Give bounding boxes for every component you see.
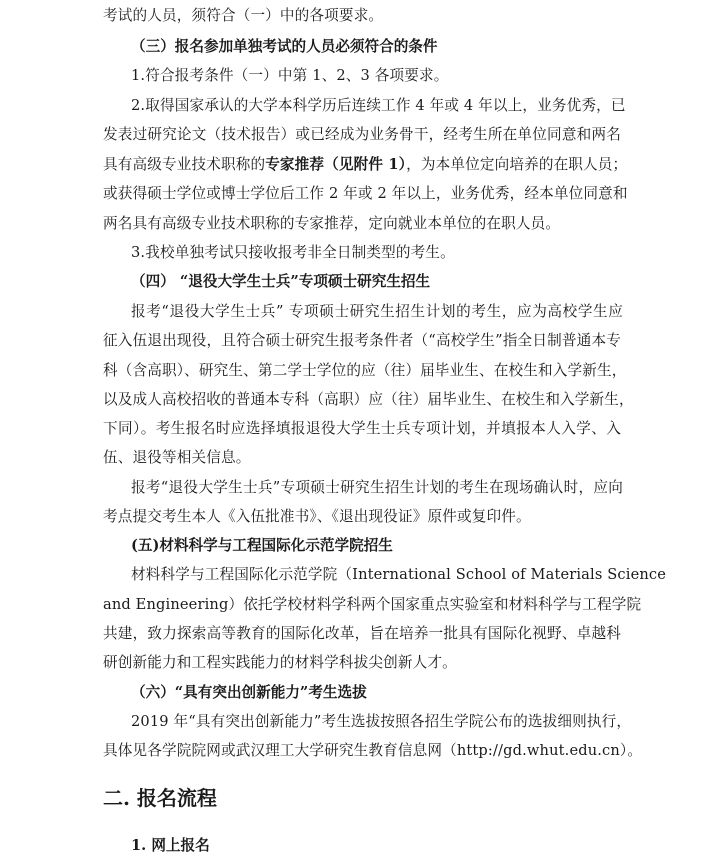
section-3-heading: （三）报名参加单独考试的人员必须符合的条件 [131, 38, 438, 55]
chapter-2-heading: 二. 报名流程 [103, 786, 217, 810]
section-4-para-1-line-3: 科（含高职）、研究生、第二学士学位的应（往）届毕业生、在校生和入学新生， [103, 362, 627, 379]
section-3-item-2-line-1: 2.取得国家承认的大学本科学历后连续工作 4 年或 4 年以上，业务优秀，已 [131, 97, 626, 114]
section-5-para-line-2: and Engineering）依托学校材料学科两个国家重点实验室和材料科学与工程学院 [103, 596, 642, 613]
online-registration-subheading: 1. 网上报名 [131, 837, 210, 854]
section-5-heading: (五)材料科学与工程国际化示范学院招生 [131, 537, 393, 554]
section-4-para-1-line-6: 伍、退役等相关信息。 [103, 449, 251, 466]
expert-recommendation-emphasis: 专家推荐（见附件 1） [265, 156, 407, 173]
section-3-item-2-line-4: 或获得硕士学位或博士学位后工作 2 年或 2 年以上，业务优秀，经本单位同意和 [103, 185, 628, 202]
section-3-item-2-line-2: 发表过研究论文（技术报告）或已经成为业务骨干，经考生所在单位同意和两名 [103, 126, 621, 143]
intro-tail-text: 考试的人员，须符合（一）中的各项要求。 [103, 7, 384, 24]
section-4-para-2-line-2: 考点提交考生本人《入伍批准书》、《退出现役证》原件或复印件。 [103, 508, 531, 525]
section-5-para-line-1: 材料科学与工程国际化示范学院（International School of Materials Science [131, 566, 667, 583]
section-6-para-line-1: 2019 年“具有突出创新能力”考生选拔按照各招生学院公布的选拔细则执行， [131, 713, 632, 730]
section-3-item-2-line-3-end: ，为本单位定向培养的在职人员； [406, 156, 628, 173]
section-4-para-1-line-4: 以及成人高校招收的普通本专科（高职）应（往）届毕业生、在校生和入学新生， [103, 391, 634, 408]
section-6-para-line-2: 具体见各学院院网或武汉理工大学研究生教育信息网（http://gd.whut.edu.cn）。 [103, 742, 643, 759]
section-4-heading: （四） “退役大学生士兵”专项硕士研究生招生 [131, 273, 431, 290]
section-4-para-1-line-5: 下同）。考生报名时应选择填报退役大学生士兵专项计划，并填报本人入学、入 [103, 420, 621, 437]
section-3-item-2-line-5: 两名具有高级专业技术职称的专家推荐，定向就业本单位的在职人员。 [103, 215, 561, 232]
section-3-item-2-line-3-start: 具有高级专业技术职称的 [103, 156, 266, 173]
section-4-para-2-line-1: 报考“退役大学生士兵”专项硕士研究生招生计划的考生在现场确认时，应向 [131, 479, 623, 496]
section-3-item-1: 1.符合报考条件（一）中第 1、2、3 各项要求。 [131, 67, 449, 84]
section-3-item-3: 3.我校单独考试只接收报考非全日制类型的考生。 [131, 244, 455, 261]
section-5-para-line-4: 研创新能力和工程实践能力的材料学科拔尖创新人才。 [103, 654, 457, 671]
section-5-para-line-3: 共建，致力探索高等教育的国际化改革，旨在培养一批具有国际化视野、卓越科 [103, 625, 621, 642]
section-4-para-1-line-2: 征入伍退出现役，且符合硕士研究生报考条件者（“高校学生”指全日制普通本专 [103, 332, 621, 349]
section-6-heading: （六）“具有突出创新能力”考生选拔 [131, 684, 367, 701]
section-4-para-1-line-1: 报考“退役大学生士兵” 专项硕士研究生招生计划的考生，应为高校学生应 [131, 303, 623, 320]
section-3-item-2-line-3 [103, 155, 627, 175]
